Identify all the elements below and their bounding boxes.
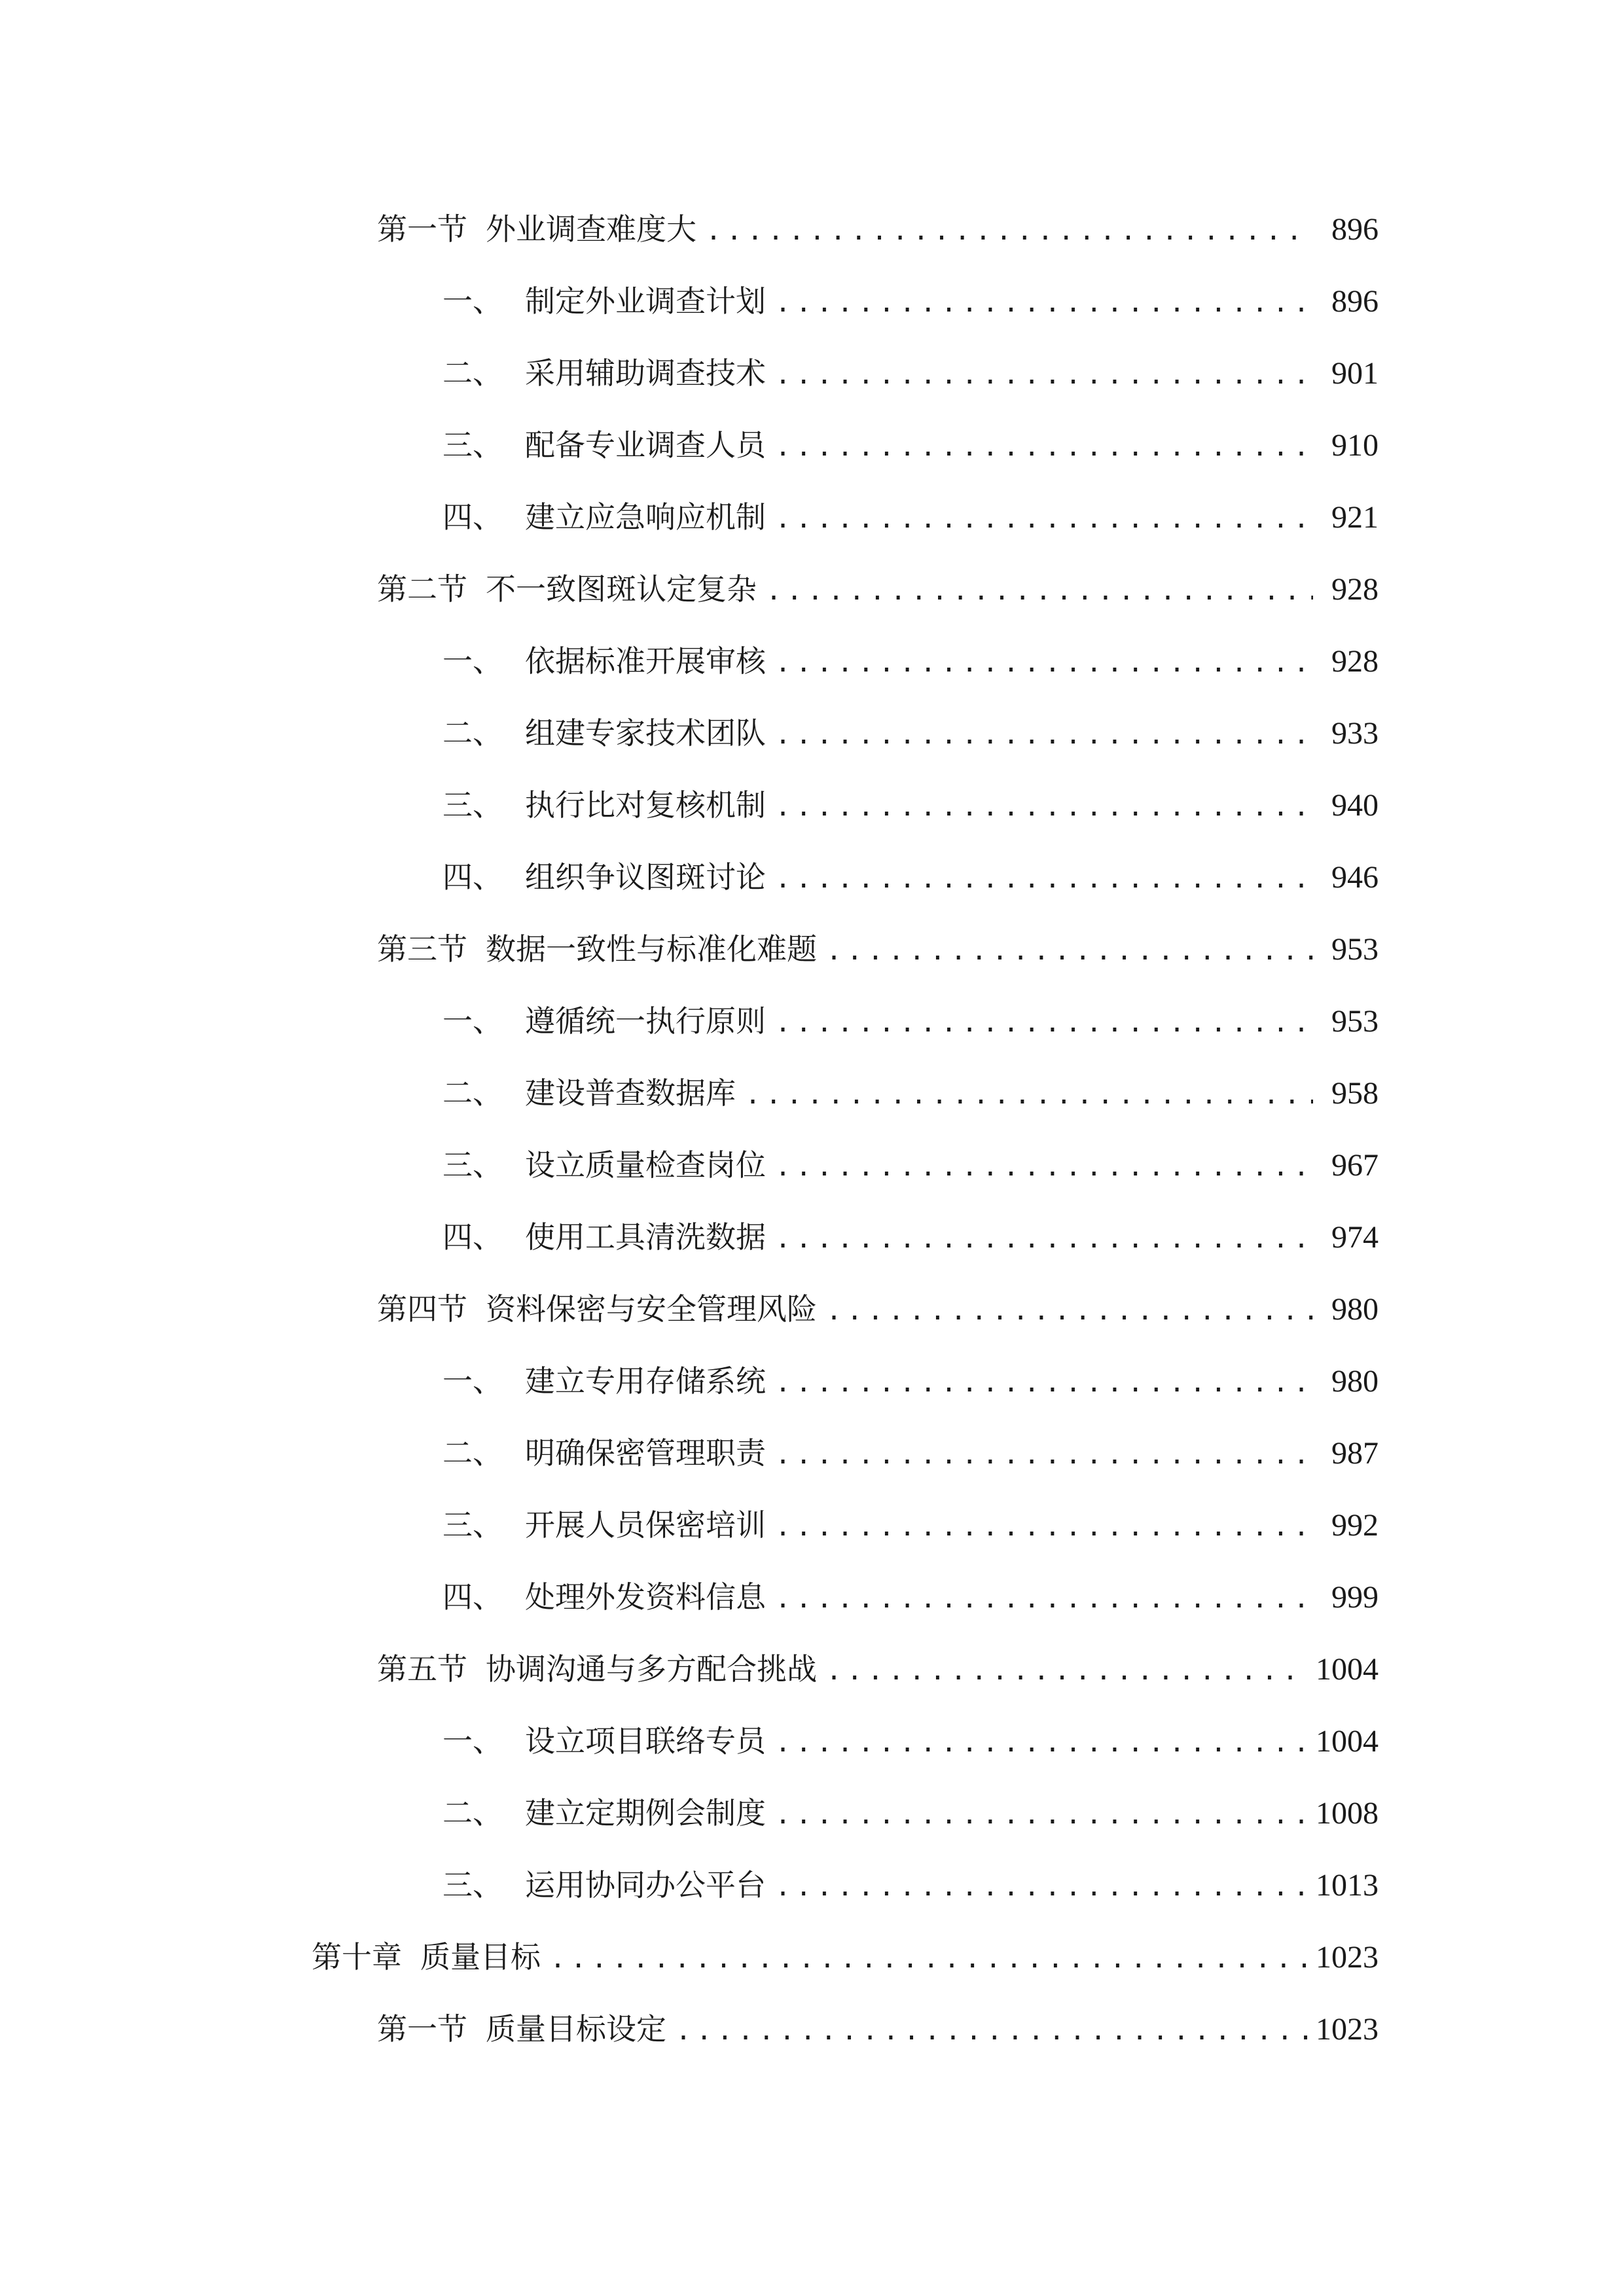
toc-entry[interactable]	[442, 1355, 1379, 1407]
toc-entry-page: 980	[1331, 1364, 1379, 1399]
dot-leader	[775, 637, 1313, 689]
dot-leader	[775, 781, 1313, 833]
toc-entry-title: 建立应急响应机制	[525, 499, 766, 535]
toc-entry-page: 910	[1331, 428, 1379, 463]
toc-entry-title: 不一致图斑认定复杂	[486, 571, 757, 607]
toc-entry[interactable]	[442, 1139, 1379, 1191]
toc-entry-title: 建立专用存储系统	[525, 1363, 766, 1399]
toc-entry-number: 一、	[442, 1723, 503, 1759]
toc-entry-page: 946	[1331, 860, 1379, 895]
toc-entry[interactable]	[377, 1643, 1379, 1695]
toc-entry-title: 制定外业调查计划	[525, 283, 766, 319]
toc-entry-number: 一、	[442, 1003, 503, 1039]
toc-entry[interactable]	[442, 1499, 1379, 1551]
toc-entry-number: 第五节	[377, 1651, 467, 1687]
toc-entry-number: 三、	[442, 1507, 503, 1543]
toc-entry-title: 外业调查难度大	[486, 211, 696, 247]
toc-entry-title: 执行比对复核机制	[525, 787, 766, 823]
toc-entry-page: 980	[1331, 1292, 1379, 1327]
dot-leader	[775, 1213, 1313, 1265]
dot-leader	[766, 565, 1313, 617]
toc-entry-number: 四、	[442, 1579, 503, 1615]
toc-entry[interactable]	[377, 203, 1379, 255]
toc-entry[interactable]	[442, 275, 1379, 327]
dot-leader	[775, 1501, 1313, 1553]
toc-entry-number: 第十章	[312, 1939, 402, 1975]
toc-entry-number: 二、	[442, 1075, 503, 1111]
toc-entry-page: 896	[1331, 212, 1379, 247]
toc-entry-title: 运用协同办公平台	[525, 1867, 766, 1903]
toc-entry-number: 二、	[442, 715, 503, 751]
toc-entry[interactable]	[442, 347, 1379, 399]
toc-entry[interactable]	[442, 1067, 1379, 1119]
toc-entry-page: 974	[1331, 1220, 1379, 1255]
toc-entry[interactable]	[312, 1931, 1379, 1983]
toc-entry-number: 一、	[442, 1363, 503, 1399]
toc-entry-title: 配备专业调查人员	[525, 427, 766, 463]
toc-entry-page: 1013	[1316, 1868, 1379, 1903]
toc-entry-page: 1023	[1316, 1940, 1379, 1975]
toc-entry-number: 四、	[442, 1219, 503, 1255]
toc-entry-number: 一、	[442, 643, 503, 679]
toc-entry-page: 1023	[1316, 2012, 1379, 2047]
toc-entry-title: 遵循统一执行原则	[525, 1003, 766, 1039]
toc-entry-number: 第四节	[377, 1291, 467, 1327]
dot-leader	[775, 1861, 1309, 1913]
toc-entry[interactable]	[442, 1715, 1379, 1767]
toc-entry[interactable]	[442, 995, 1379, 1047]
toc-entry[interactable]	[377, 2003, 1379, 2055]
toc-entry-page: 967	[1331, 1148, 1379, 1183]
toc-entry-number: 第二节	[377, 571, 467, 607]
toc-entry-number: 三、	[442, 1867, 503, 1903]
toc-entry-title: 协调沟通与多方配合挑战	[486, 1651, 817, 1687]
toc-entry-page: 928	[1331, 644, 1379, 679]
dot-leader	[826, 1645, 1309, 1697]
toc-entry[interactable]	[442, 779, 1379, 831]
toc-entry-number: 二、	[442, 355, 503, 391]
toc-entry-title: 建立定期例会制度	[525, 1795, 766, 1831]
toc-entry-number: 一、	[442, 283, 503, 319]
toc-entry-page: 901	[1331, 356, 1379, 391]
toc-entry-page: 958	[1331, 1076, 1379, 1111]
toc-entry[interactable]	[442, 707, 1379, 759]
toc-entry-title: 设立质量检查岗位	[525, 1147, 766, 1183]
toc-entry-title: 处理外发资料信息	[525, 1579, 766, 1615]
dot-leader	[775, 997, 1313, 1049]
toc-entry-title: 使用工具清洗数据	[525, 1219, 766, 1255]
dot-leader	[550, 1933, 1309, 1985]
toc-entry-title: 组织争议图斑讨论	[525, 859, 766, 895]
toc-entry[interactable]	[442, 491, 1379, 543]
toc-entry-page: 896	[1331, 284, 1379, 319]
toc-entry-title: 资料保密与安全管理风险	[486, 1291, 817, 1327]
toc-entry-number: 三、	[442, 787, 503, 823]
dot-leader	[826, 1285, 1313, 1337]
toc-entry-title: 开展人员保密培训	[525, 1507, 766, 1543]
toc-entry-number: 三、	[442, 427, 503, 463]
toc-entry[interactable]	[442, 1571, 1379, 1623]
toc-entry-title: 设立项目联络专员	[525, 1723, 766, 1759]
toc-entry-title: 明确保密管理职责	[525, 1435, 766, 1471]
toc-entry[interactable]	[377, 1283, 1379, 1335]
toc-entry[interactable]	[442, 419, 1379, 471]
dot-leader	[775, 709, 1313, 761]
toc-entry-title: 组建专家技术团队	[525, 715, 766, 751]
toc-entry-number: 二、	[442, 1435, 503, 1471]
dot-leader	[775, 1141, 1313, 1193]
dot-leader	[676, 2005, 1309, 2057]
toc-entry-page: 953	[1331, 1004, 1379, 1039]
dot-leader	[826, 925, 1313, 977]
dot-leader	[775, 277, 1313, 329]
toc-entry[interactable]	[377, 563, 1379, 615]
toc-entry[interactable]	[442, 1427, 1379, 1479]
dot-leader	[775, 349, 1313, 401]
toc-entry-number: 四、	[442, 859, 503, 895]
toc-entry-page: 1008	[1316, 1796, 1379, 1831]
toc-entry[interactable]	[442, 1211, 1379, 1263]
toc-entry-title: 质量目标	[420, 1939, 541, 1975]
toc-entry-title: 依据标准开展审核	[525, 643, 766, 679]
toc-entry-title: 数据一致性与标准化难题	[486, 931, 817, 967]
toc-entry-page: 992	[1331, 1508, 1379, 1543]
toc-entry-page: 928	[1331, 572, 1379, 607]
toc-entry[interactable]	[442, 1787, 1379, 1839]
toc-entry-number: 第三节	[377, 931, 467, 967]
dot-leader	[775, 493, 1313, 545]
toc-entry-number: 二、	[442, 1795, 503, 1831]
toc-entry-page: 933	[1331, 716, 1379, 751]
toc-entry-page: 1004	[1316, 1652, 1379, 1687]
toc-entry-title: 建设普查数据库	[525, 1075, 736, 1111]
toc-entry-page: 921	[1331, 500, 1379, 535]
toc-entry-title: 质量目标设定	[486, 2011, 666, 2047]
toc-entry-page: 1004	[1316, 1724, 1379, 1759]
toc-entry-page: 940	[1331, 788, 1379, 823]
dot-leader	[775, 853, 1313, 905]
toc-entry-title: 采用辅助调查技术	[525, 355, 766, 391]
toc-entry-page: 953	[1331, 932, 1379, 967]
dot-leader	[706, 205, 1313, 257]
toc-entry[interactable]	[442, 1859, 1379, 1911]
toc-entry[interactable]	[442, 851, 1379, 903]
toc-entry-page: 987	[1331, 1436, 1379, 1471]
dot-leader	[775, 421, 1313, 473]
toc-entry-number: 四、	[442, 499, 503, 535]
toc-entry-number: 第一节	[377, 211, 467, 247]
dot-leader	[775, 1573, 1313, 1625]
toc-entry-number: 第一节	[377, 2011, 467, 2047]
dot-leader	[775, 1789, 1309, 1841]
dot-leader	[745, 1069, 1313, 1121]
dot-leader	[775, 1717, 1309, 1769]
toc-entry-page: 999	[1331, 1580, 1379, 1615]
toc-entry[interactable]	[442, 635, 1379, 687]
dot-leader	[775, 1429, 1313, 1481]
dot-leader	[775, 1357, 1313, 1409]
toc-entry[interactable]	[377, 923, 1379, 975]
toc-entry-number: 三、	[442, 1147, 503, 1183]
